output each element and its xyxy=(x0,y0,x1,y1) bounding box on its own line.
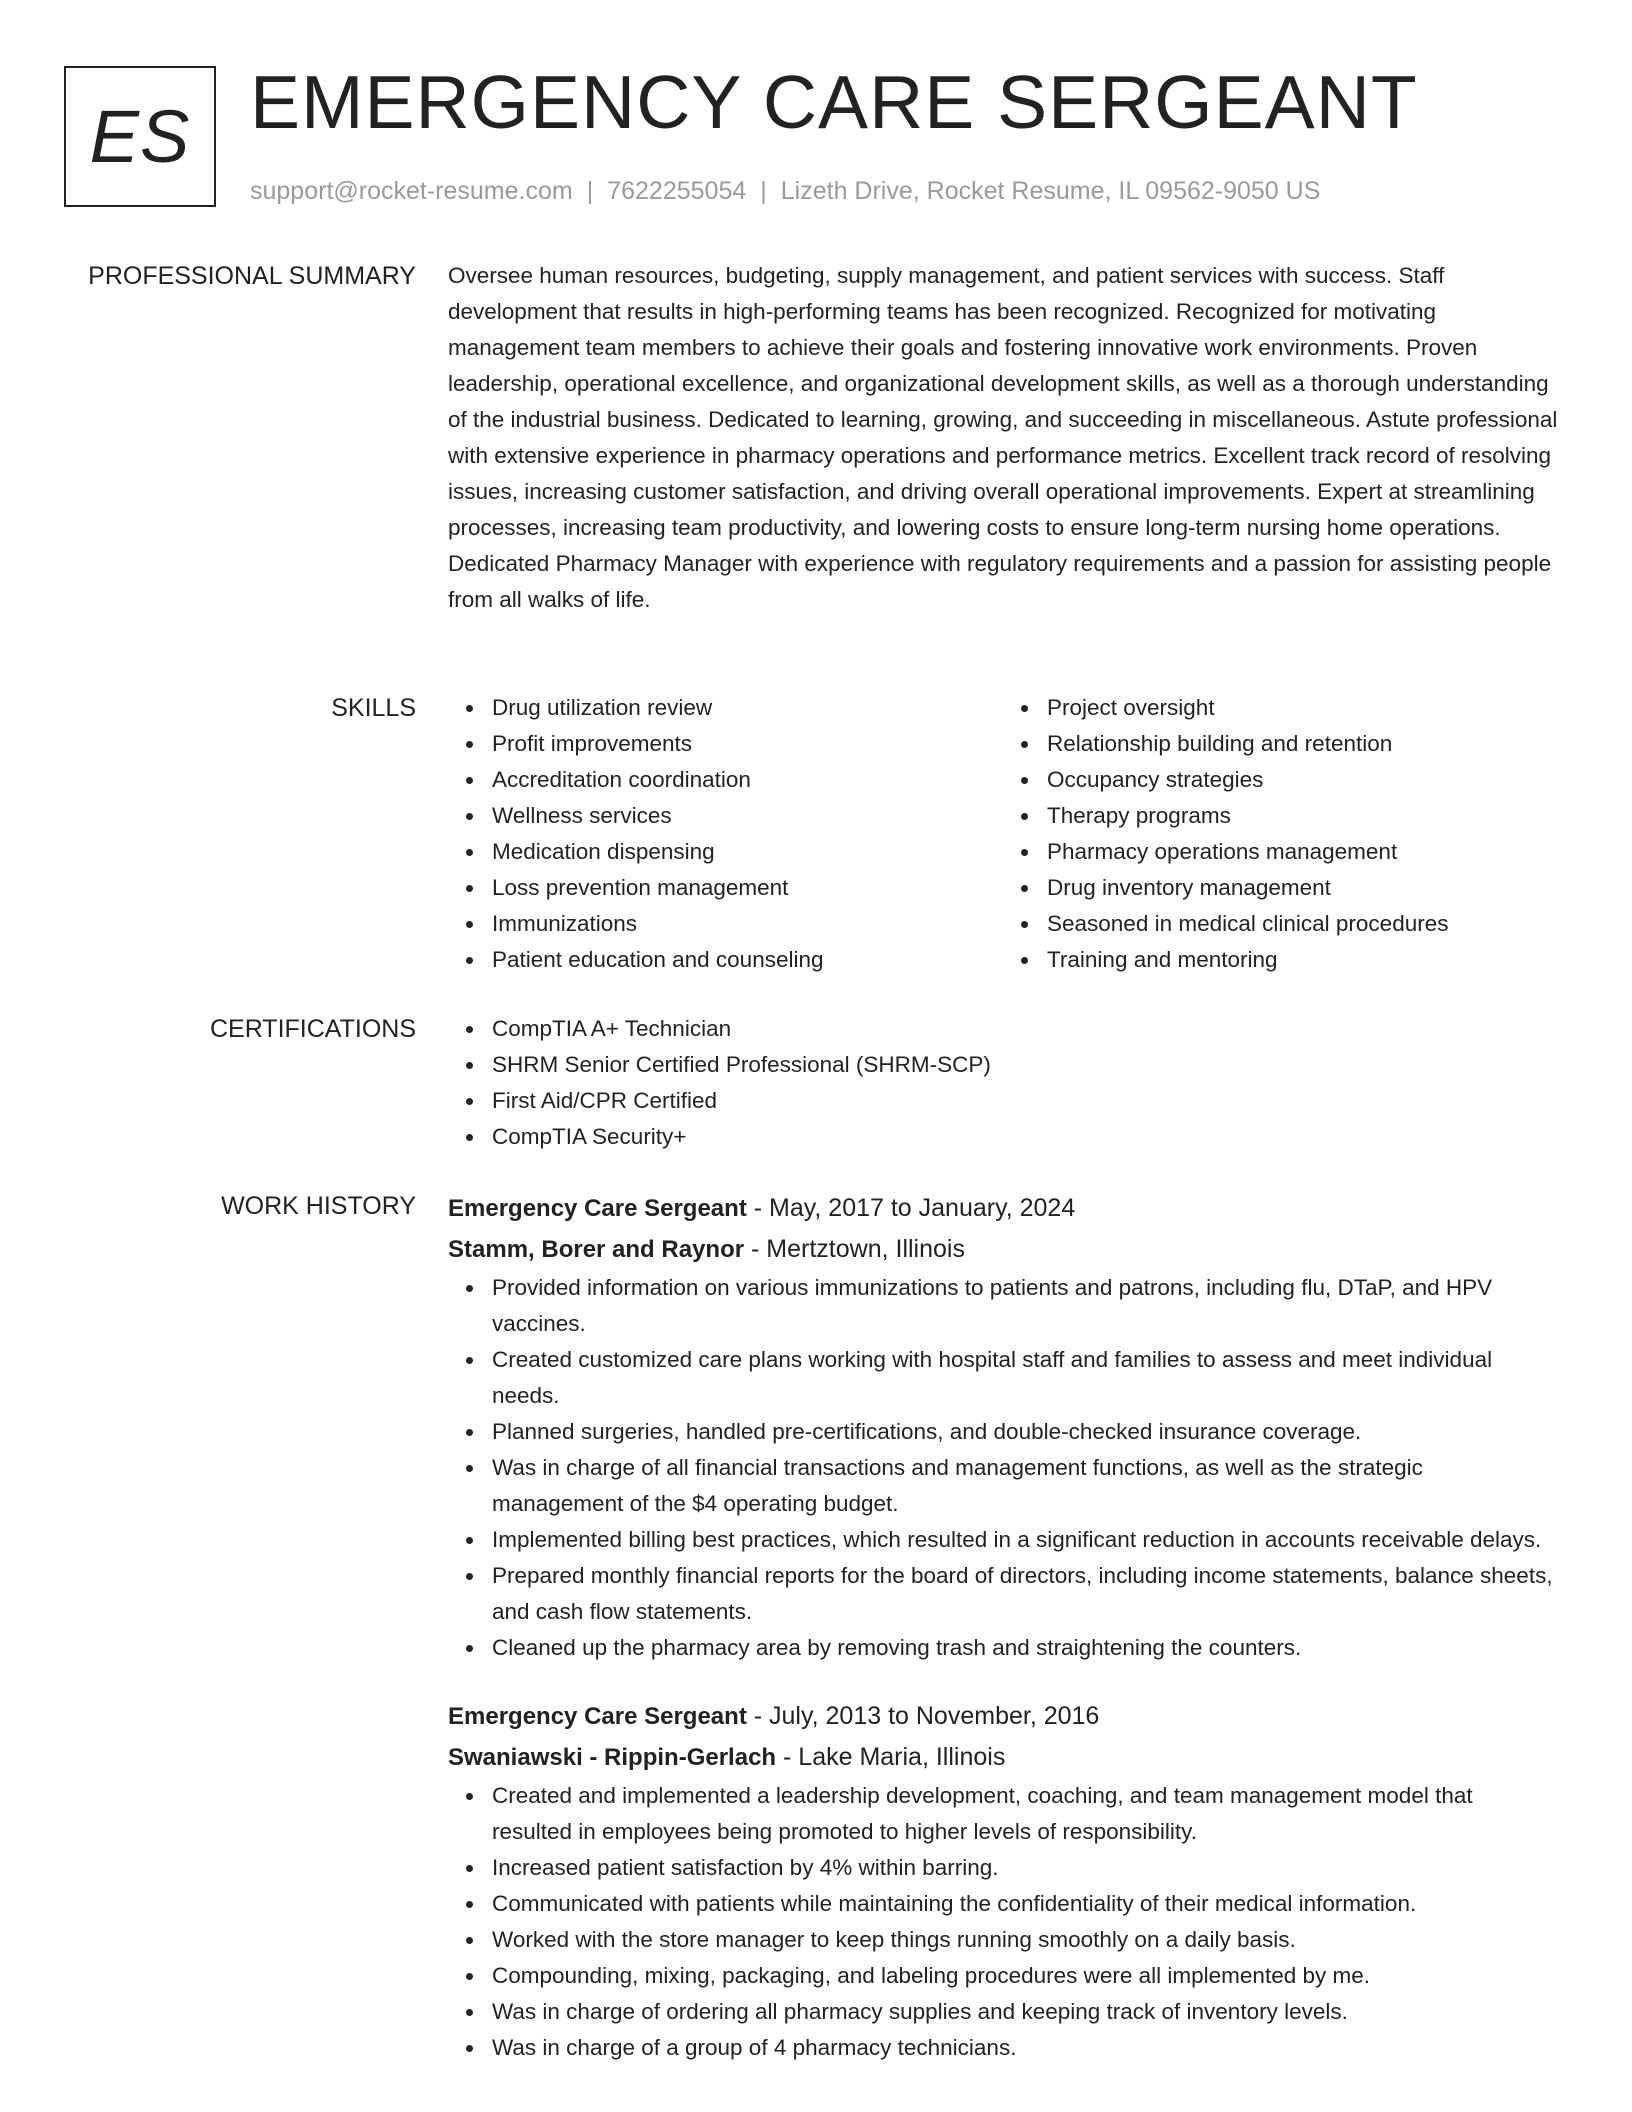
skill-item: Immunizations xyxy=(492,906,1003,942)
job-bullet: Planned surgeries, handled pre-certifications, and double-checked insurance coverage. xyxy=(492,1414,1558,1450)
skill-item: Medication dispensing xyxy=(492,834,1003,870)
skill-item: Therapy programs xyxy=(1047,798,1558,834)
job-company: Stamm, Borer and Raynor xyxy=(448,1236,745,1263)
initials-text: ES xyxy=(89,95,191,178)
skill-item: Project oversight xyxy=(1047,690,1558,726)
skill-item: Profit improvements xyxy=(492,726,1003,762)
job-bullet: Provided information on various immunizations to patients and patrons, including flu, DTaP, and HPV vaccines. xyxy=(492,1270,1558,1342)
skills-list-left xyxy=(448,690,1003,978)
summary-text: Oversee human resources, budgeting, supply management, and patient services with success. Staff development that results in high-performing teams has been recognized. Recognized for motivating management team members to achieve their goals and fostering innovative work environments. Proven leadership, operational excellence, and organizational development skills, as well as a thorough understanding of the industrial business. Dedicated to learning, growing, and succeeding in miscellaneous. Astute professional with extensive experience in pharmacy operations and performance metrics. Excellent track record of resolving issues, increasing customer satisfaction, and driving overall operational improvements. Expert at streamlining processes, increasing team productivity, and lowering costs to ensure long-term nursing home operations. Dedicated Pharmacy Manager with experience with regulatory requirements and a passion for assisting people from all walks of life. xyxy=(448,263,1558,612)
contact-address: Lizeth Drive, Rocket Resume, IL 09562-9050 US xyxy=(780,177,1321,205)
initials-monogram xyxy=(64,66,216,207)
certifications-list xyxy=(448,1011,1558,1155)
job-bullet: Cleaned up the pharmacy area by removing trash and straightening the counters. xyxy=(492,1630,1558,1666)
skill-item: Seasoned in medical clinical procedures xyxy=(1047,906,1558,942)
job-title-line xyxy=(448,1188,1558,1229)
job-bullet: Increased patient satisfaction by 4% within barring. xyxy=(492,1850,1558,1886)
contact-phone: 7622255054 xyxy=(607,177,747,205)
section-title-work-history: WORK HISTORY xyxy=(221,1192,416,1220)
skill-item: Accreditation coordination xyxy=(492,762,1003,798)
skills-grid xyxy=(448,690,1558,978)
job-bullet: Was in charge of all financial transactions and management functions, as well as the strategic management of the $4 operating budget. xyxy=(492,1450,1558,1522)
contact-separator: | xyxy=(760,177,767,205)
contact-email: support@rocket-resume.com xyxy=(250,177,573,205)
work-history-body xyxy=(448,1188,1558,2066)
skills-list-right xyxy=(1003,690,1558,978)
job-entry xyxy=(448,1696,1558,2066)
job-bullet: Created and implemented a leadership development, coaching, and team management model that resulted in employees being promoted to higher levels of responsibility. xyxy=(492,1778,1558,1850)
contact-line xyxy=(250,175,1320,207)
job-company-line xyxy=(448,1737,1558,1778)
resume-name: EMERGENCY CARE SERGEANT xyxy=(250,60,1418,144)
job-bullet: Created customized care plans working with hospital staff and families to assess and meet individual needs. xyxy=(492,1342,1558,1414)
job-company-line xyxy=(448,1229,1558,1270)
job-bullet: Worked with the store manager to keep things running smoothly on a daily basis. xyxy=(492,1922,1558,1958)
job-company: Swaniawski - Rippin-Gerlach xyxy=(448,1744,777,1771)
job-bullet: Was in charge of ordering all pharmacy supplies and keeping track of inventory levels. xyxy=(492,1994,1558,2030)
section-title-certifications: CERTIFICATIONS xyxy=(209,1015,416,1043)
skill-item: Occupancy strategies xyxy=(1047,762,1558,798)
job-role: Emergency Care Sergeant xyxy=(448,1703,747,1730)
certifications-body xyxy=(448,1011,1558,1155)
job-bullet: Implemented billing best practices, which resulted in a significant reduction in accounts receivable delays. xyxy=(492,1522,1558,1558)
job-dates: - July, 2013 to November, 2016 xyxy=(746,1702,1100,1730)
job-dates: - May, 2017 to January, 2024 xyxy=(746,1194,1076,1222)
job-title-line xyxy=(448,1696,1558,1737)
skill-item: Patient education and counseling xyxy=(492,942,1003,978)
certification-item: CompTIA Security+ xyxy=(492,1119,1558,1155)
skill-item: Wellness services xyxy=(492,798,1003,834)
section-title-skills: SKILLS xyxy=(331,694,416,722)
certification-item: CompTIA A+ Technician xyxy=(492,1011,1558,1047)
skill-item: Training and mentoring xyxy=(1047,942,1558,978)
skill-item: Pharmacy operations management xyxy=(1047,834,1558,870)
job-bullet: Was in charge of a group of 4 pharmacy technicians. xyxy=(492,2030,1558,2066)
job-role: Emergency Care Sergeant xyxy=(448,1195,747,1222)
skill-item: Relationship building and retention xyxy=(1047,726,1558,762)
job-bullet: Prepared monthly financial reports for the board of directors, including income statements, balance sheets, and cash flow statements. xyxy=(492,1558,1558,1630)
job-location: - Mertztown, Illinois xyxy=(744,1235,965,1263)
job-bullet: Compounding, mixing, packaging, and labeling procedures were all implemented by me. xyxy=(492,1958,1558,1994)
job-bullets xyxy=(448,1778,1558,2066)
job-bullets xyxy=(448,1270,1558,1666)
job-entry xyxy=(448,1188,1558,1666)
job-location: - Lake Maria, Illinois xyxy=(776,1743,1006,1771)
contact-separator: | xyxy=(586,177,594,205)
skill-item: Drug inventory management xyxy=(1047,870,1558,906)
skill-item: Drug utilization review xyxy=(492,690,1003,726)
skill-item: Loss prevention management xyxy=(492,870,1003,906)
certification-item: First Aid/CPR Certified xyxy=(492,1083,1558,1119)
section-title-summary: PROFESSIONAL SUMMARY xyxy=(88,262,416,290)
job-bullet: Communicated with patients while maintaining the confidentiality of their medical information. xyxy=(492,1886,1558,1922)
certification-item: SHRM Senior Certified Professional (SHRM-SCP) xyxy=(492,1047,1558,1083)
